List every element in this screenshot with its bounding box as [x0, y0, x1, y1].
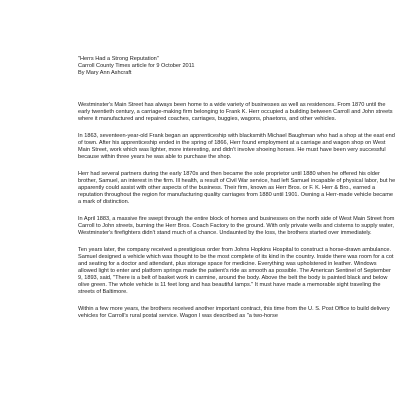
paragraph-5: Ten years later, the company received a prestigious order from Johns Hopkins Hospital to construct a horse-drawn ambulance. Samuel designed a vehicle which was thought to be the most complete of its kind in the country. Inside there was room for a cot and seating for a doctor and attendant, plus storage space for medicine. Everything was upholstered in leather. Windows allowed light to enter and platform springs made the patient's ride as smooth as possible. The American Sentinel of September 9, 1893, said, "There is a belt of basket work in carmine, around the body. Above the belt the body is painted black and below olive green. The whole vehicle is 11 feet long and has beautiful lamps." It must have made a memorable sight traveling the streets of Baltimore. [78, 247, 394, 295]
article-title: "Herrs Had a Strong Reputation" [78, 56, 159, 62]
article-byline: By Mary Ann Ashcraft [78, 70, 132, 76]
article-body [78, 102, 400, 330]
paragraph-4: In April 1883, a massive fire swept through the entire block of homes and businesses on the north side of West Main Street from Carroll to John streets, burning the Herr Bros. Coach Factory to the ground. With only private wells and cisterns to supply water, Westminster's firefighters didn't stand much of a chance. Undaunted by the loss, the brothers started over immediately. [78, 216, 395, 236]
paragraph-2: In 1863, seventeen-year-old Frank began an apprenticeship with blacksmith Michael Baughman who had a shop at the east end of town. After his apprenticeship ended in the spring of 1866, Herr found employment at a carriage and wagon shop on West Main Street, work which was lighter, more interesting, and didn't involve shoeing horses. He must have been very successful because within three years he was able to purchase the shop. [78, 133, 395, 160]
article-header [78, 56, 194, 77]
paragraph-6: Within a few more years, the brothers received another important contract, this time from the U. S. Post Office to build delivery vehicles for Carroll's rural postal service. Wagon I was described as "a two-horse [78, 306, 390, 319]
paragraph-1: Westminster's Main Street has always been home to a wide variety of businesses as well as residences. From 1870 until the early twentieth century, a carriage-making firm belonging to Frank K. Herr occupied a building between Carroll and John streets where it manufactured and repaired coaches, carriages, buggies, wagons, phaetons, and other vehicles. [78, 102, 393, 122]
paragraph-3: Herr had several partners during the early 1870s and then became the sole proprietor until 1880 when he offered his older brother, Samuel, an interest in the firm. Ill health, a result of Civil War service, had left Samuel incapable of physical labor, but he apparently could assist with other aspects of the business. Their firm, known as Herr Bros. or F. K. Herr & Bro., earned a reputation throughout the region for manufacturing quality carriages from 1880 until 1901. Owning a Herr-made vehicle became a mark of distinction. [78, 171, 396, 205]
article-subtitle: Carroll County Times article for 9 October 2011 [78, 63, 195, 69]
